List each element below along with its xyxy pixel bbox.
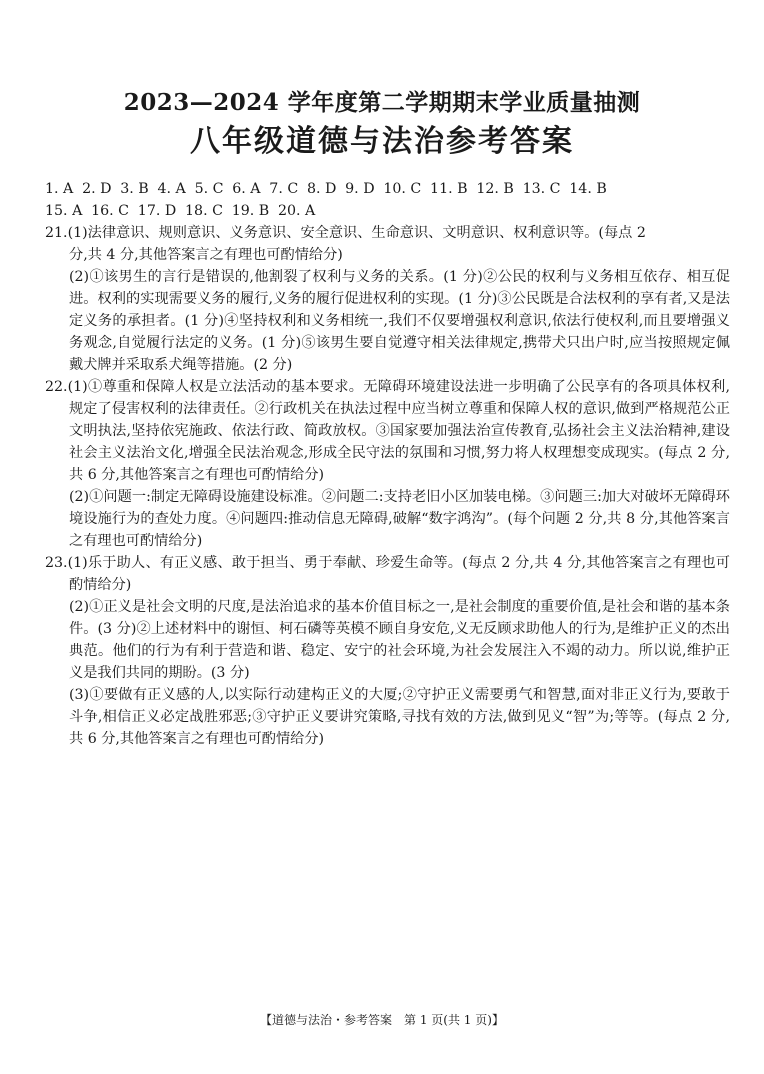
q21-part2: (2)①该男生的言行是错误的,他割裂了权利与义务的关系。(1 分)②公民的权利与义务相互依存、相互促进。权利的实现需要义务的履行,义务的履行促进权利的实现。(1 分)③公民既是合法权利的享有者,又是法定义务的承担者。(1 分)④坚持权利和义务相统一,我们不仅要增强权利意识,依法行使权利,而且要增强义务观念,自觉履行法定的义务。(1 分)⑤该男生要自觉遵守相关法律规定,携带犬只出户时,应当按照规定佩戴犬牌并采取系犬绳等措施。(2 分): [69, 269, 730, 373]
choice-answers-row-2: [45, 200, 730, 222]
answer-content: [45, 178, 730, 750]
choice-answer: 12. B: [476, 181, 514, 197]
choice-answer: 13. C: [522, 181, 561, 197]
q23-part1: 23.(1)乐于助人、有正义感、敢于担当、勇于奉献、珍爱生命等。(每点 2 分,共 4 分,其他答案言之有理也可酌情给分): [45, 555, 730, 593]
choice-answer: 5. C: [194, 181, 224, 197]
choice-answer: 14. B: [569, 181, 607, 197]
choice-answer: 2. D: [82, 181, 112, 197]
answer-key-title: 八年级道德与法治参考答案: [190, 124, 574, 159]
choice-answer: 18. C: [185, 203, 223, 219]
choice-answer: 8. D: [306, 181, 337, 197]
choice-answer: 20. A: [277, 203, 316, 219]
choice-answer: 4. A: [157, 181, 186, 197]
choice-answer: 3. B: [120, 181, 149, 197]
exam-title: 2023—2024 学年度第二学期期末学业质量抽测: [123, 89, 641, 116]
choice-answer: 7. C: [269, 181, 299, 197]
choice-answer: 15. A: [45, 203, 83, 219]
q23-part3: (3)①要做有正义感的人,以实际行动建构正义的大厦;②守护正义需要勇气和智慧,面对非正义行为,要敢于斗争,相信正义必定战胜邪恶;③守护正义要讲究策略,寻找有效的方法,做到见义“智”为;等等。(每点 2 分,共 6 分,其他答案言之有理也可酌情给分): [69, 687, 730, 747]
choice-answer: 11. B: [430, 181, 468, 197]
choice-answer: 1. A: [45, 181, 74, 197]
page-footer: 【道德与法治・参考答案 第 1 页(共 1 页)】: [260, 1013, 504, 1027]
choice-answer: 6. A: [232, 181, 261, 197]
q22-part2: (2)①问题一:制定无障碍设施建设标准。②问题二:支持老旧小区加装电梯。③问题三:加大对破坏无障碍环境设施行为的查处力度。④问题四:推动信息无障碍,破解“数字鸿沟”。(每个问题 2 分,共 8 分,其他答案言之有理也可酌情给分): [69, 489, 730, 549]
choice-answers-row-1: [45, 178, 730, 200]
choice-answer: 9. D: [345, 181, 375, 197]
choice-answer: 16. C: [91, 203, 130, 219]
q21-part1-line2: 分,共 4 分,其他答案言之有理也可酌情给分): [69, 247, 343, 263]
choice-answer: 19. B: [231, 203, 270, 219]
q23-part2: (2)①正义是社会文明的尺度,是法治追求的基本价值目标之一,是社会制度的重要价值,是社会和谐的基本条件。(3 分)②上述材料中的谢恒、柯石磷等英模不顾自身安危,义无反顾求助他人的行为,是维护正义的杰出典范。他们的行为有利于营造和谐、稳定、安宁的社会环境,为社会发展注入不竭的动力。所以说,维护正义是我们共同的期盼。(3 分): [69, 599, 730, 681]
q21-part1-line1: 21.(1)法律意识、规则意识、义务意识、安全意识、生命意识、文明意识、权利意识等。(每点 2: [45, 225, 646, 241]
choice-answer: 17. D: [137, 203, 177, 219]
q22-part1: 22.(1)①尊重和保障人权是立法活动的基本要求。无障碍环境建设法进一步明确了公民享有的各项具体权利,规定了侵害权利的法律责任。②行政机关在执法过程中应当树立尊重和保障人权的意识,做到严格规范公正文明执法,坚持依宪施政、依法行政、简政放权。③国家要加强法治宣传教育,弘扬社会主义法治精神,建设社会主义法治文化,增强全民法治观念,形成全民守法的氛围和习惯,努力将人权理想变成现实。(每点 2 分,共 6 分,其他答案言之有理也可酌情给分): [45, 379, 730, 483]
choice-answer: 10. C: [383, 181, 422, 197]
